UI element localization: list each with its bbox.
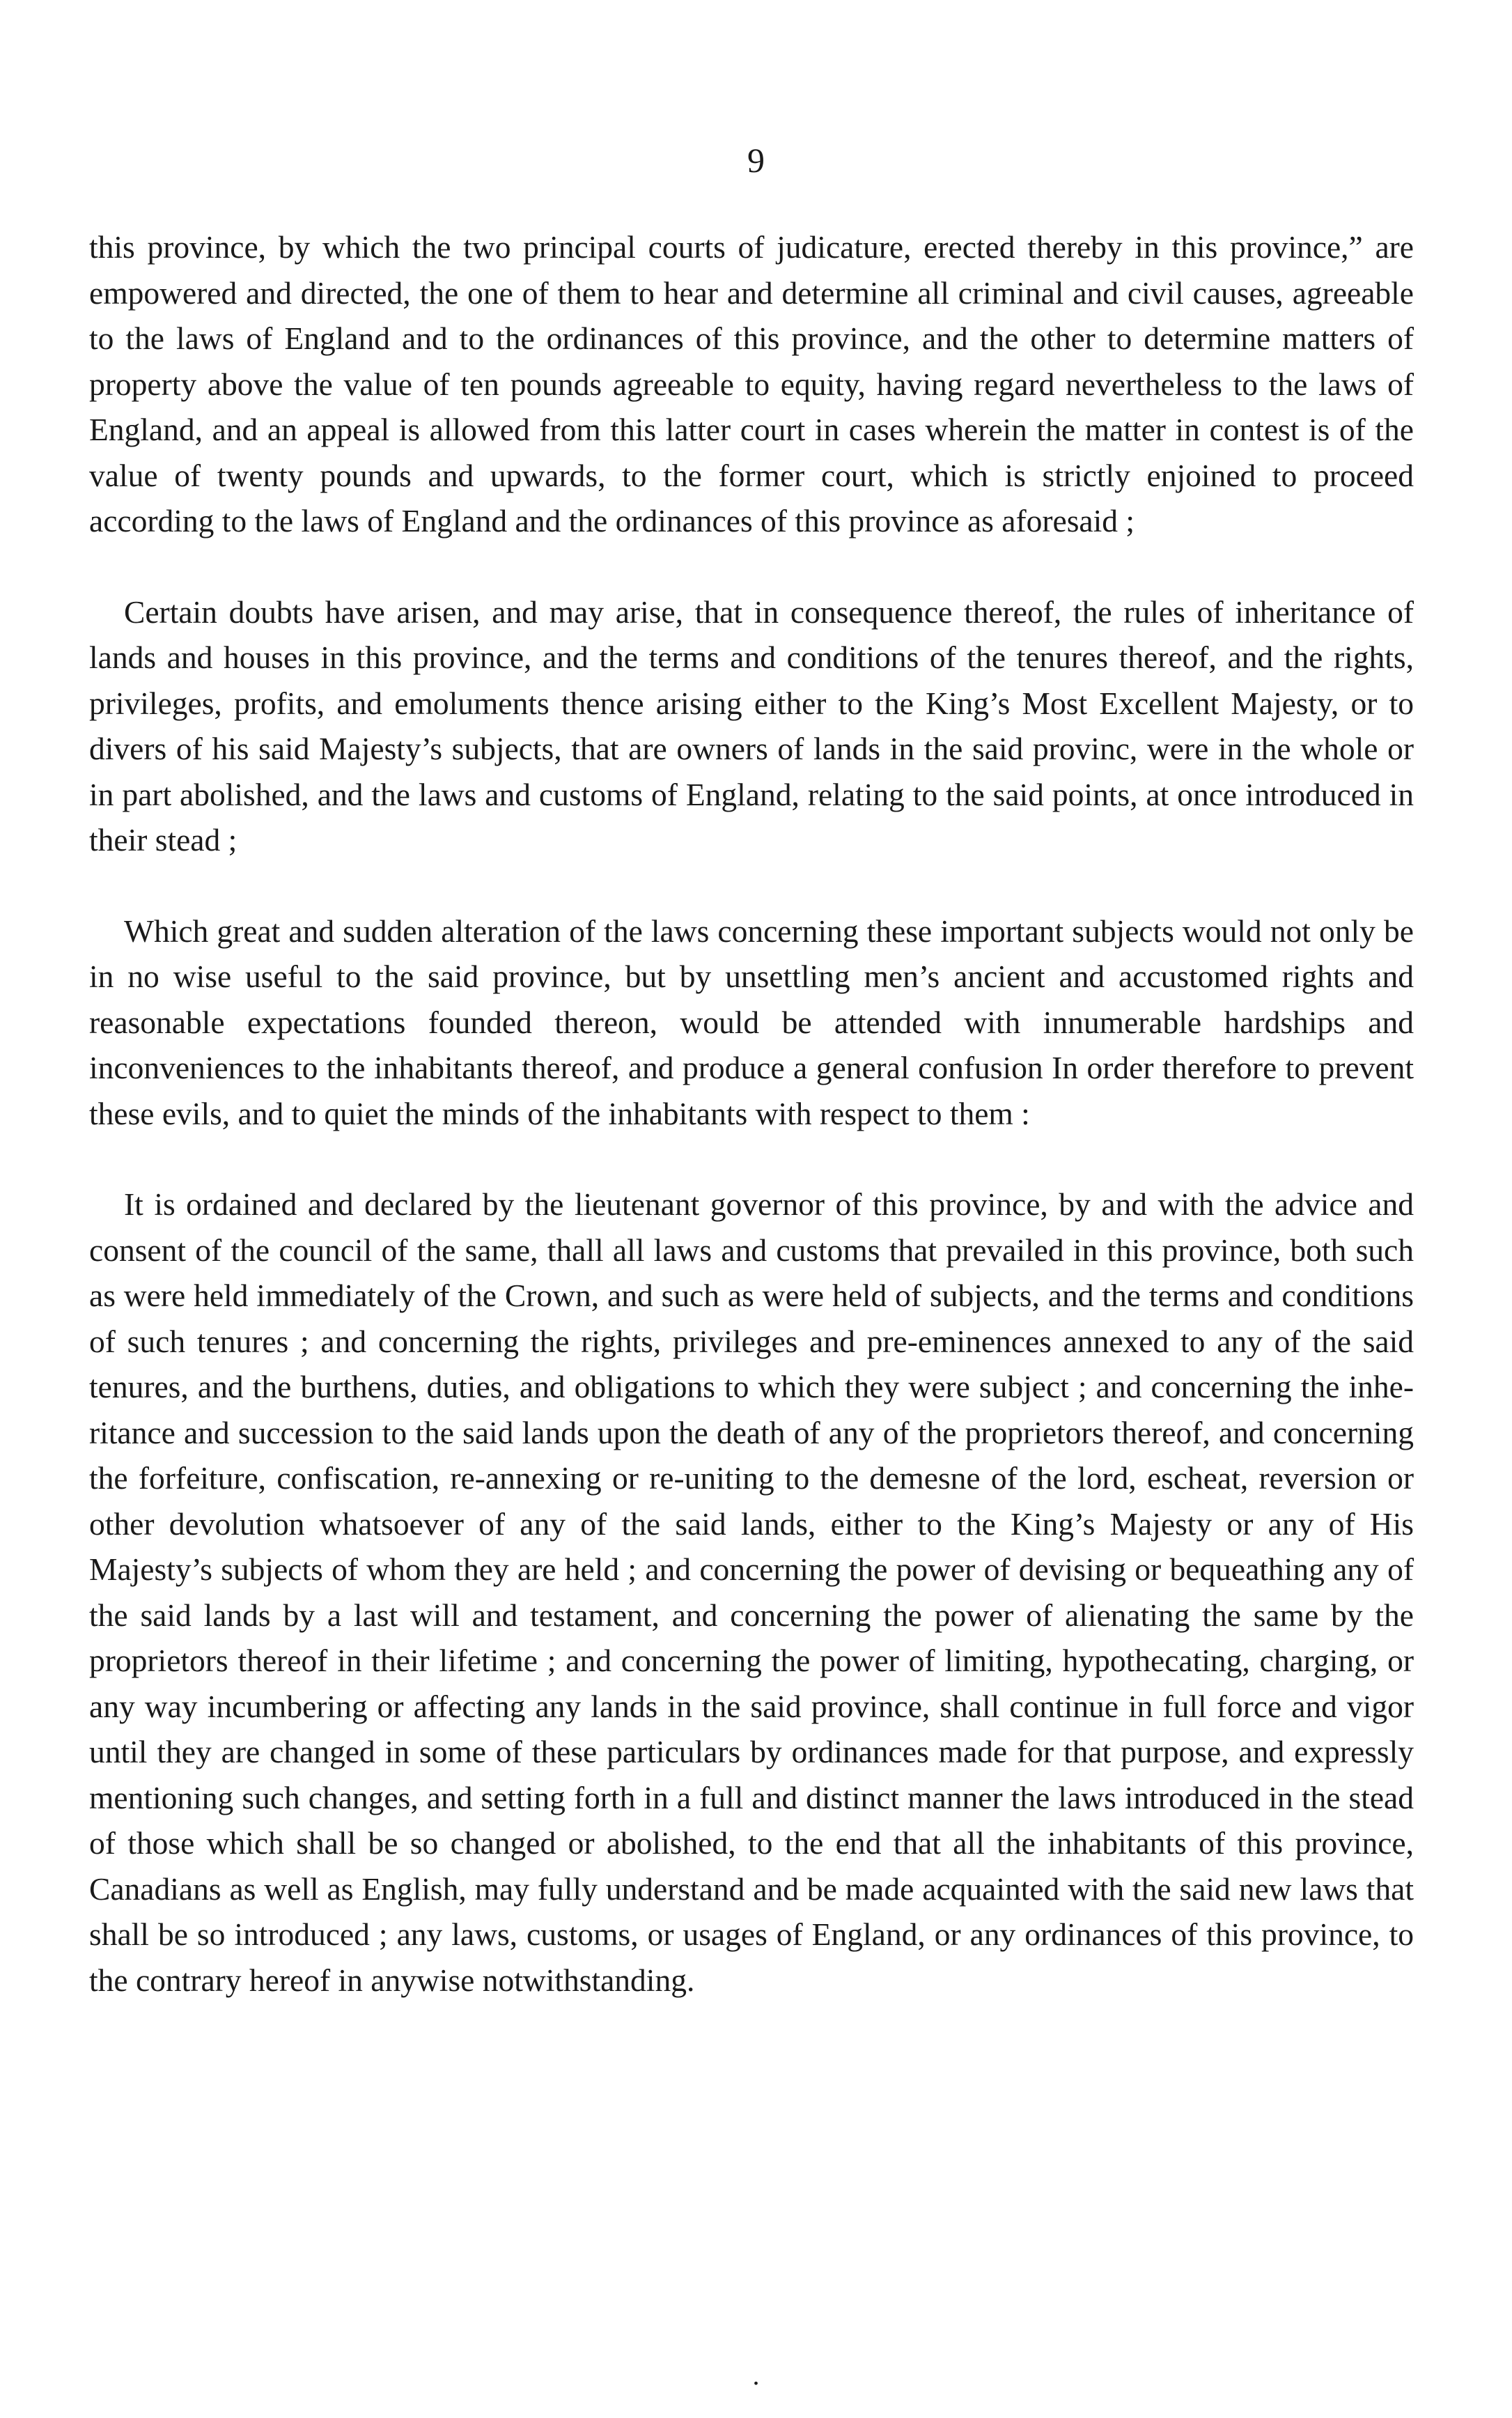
page-number: 9 bbox=[747, 141, 765, 180]
paragraph-sudden-alteration: Which great and sudden alteration of the laws concerning these important subjects would not only be in no wise useful to the said province, but by unsettling men’s ancient and accustomed rights and reasonable expectations founded thereon, would be attended with innumerable hardships and inconveniences to the inhabitants thereof, and produce a general confusion In order therefore to prevent these evils, and to quiet the minds of the inhabitants with respect to them : bbox=[89, 913, 1414, 1131]
document-body bbox=[89, 224, 1414, 2003]
paragraph-court-ordinances: this province, by which the two principal courts of judicature, erected thereby in this province,” are empowered and directed, the one of them to hear and determine all criminal and civil causes, agreeable to the laws of England and to the ordinances of this province, and the other to determine matters of property above the value of ten pounds agreeable to equity, having regard nevertheless to the laws of England, and an appeal is allowed from this latter court in cases wherein the matter in contest is of the value of twenty pounds and upwards, to the former court, which is strictly enjoined to proceed according to the laws of England and the ordinances of this province as aforesaid ; bbox=[89, 229, 1414, 538]
paragraph-ordained-declared: It is ordained and declared by the lieutenant governor of this province, by and with the advice and consent of the council of the same, thall all laws and customs that prevailed in this province, both such as were held immediately of the Crown, and such as were held of subjects, and the terms and conditions of such tenures ; and concerning the rights, privileges and pre-eminences annexed to any of the said tenures, and the burthens, duties, and obligations to which they were subject ; and concerning the inheritance and succession to the said lands upon the death of any of the proprietors thereof, and concerning the forfeiture, confiscation, re-annexing or re-uniting to the demesne of the lord, escheat, reversion or other devolution whatsoever of any of the said lands, either to the King’s Majesty or any of His Majesty’s subjects of whom they are held ; and concerning the power of devising or bequeathing any of the said lands by a last will and testament, and concerning the power of alienating the same by the proprietors thereof in their lifetime ; and concerning the power of limiting, hypothecating, charging, or any way incumbering or affecting any lands in the said province, shall continue in full force and vigor until they are changed in some of these particulars by ordinances made for that purpose, and expressly mentioning such changes, and setting forth in a full and distinct manner the laws introduced in the stead of those which shall be so changed or abolished, to the end that all the inhabitants of this province, Canadians as well as English, may fully understand and be made acquainted with the said new laws that shall be so introduced ; any laws, customs, or usages of England, or any ordinances of this province, to the contrary hereof in anywise notwithstanding. bbox=[89, 1186, 1414, 1998]
footer-mark: . bbox=[752, 2359, 760, 2391]
paragraph-certain-doubts: Certain doubts have arisen, and may arise, that in consequence thereof, the rules of inheritance of lands and houses in this province, and the terms and conditions of the tenures thereof, and the rights, privileges, profits, and emoluments thence arising either to the King’s Most Excellent Majesty, or to divers of his said Majesty’s subjects, that are owners of lands in the said provinc, were in the whole or in part abolished, and the laws and customs of England, relating to the said points, at once introduced in their stead ; bbox=[89, 594, 1414, 858]
